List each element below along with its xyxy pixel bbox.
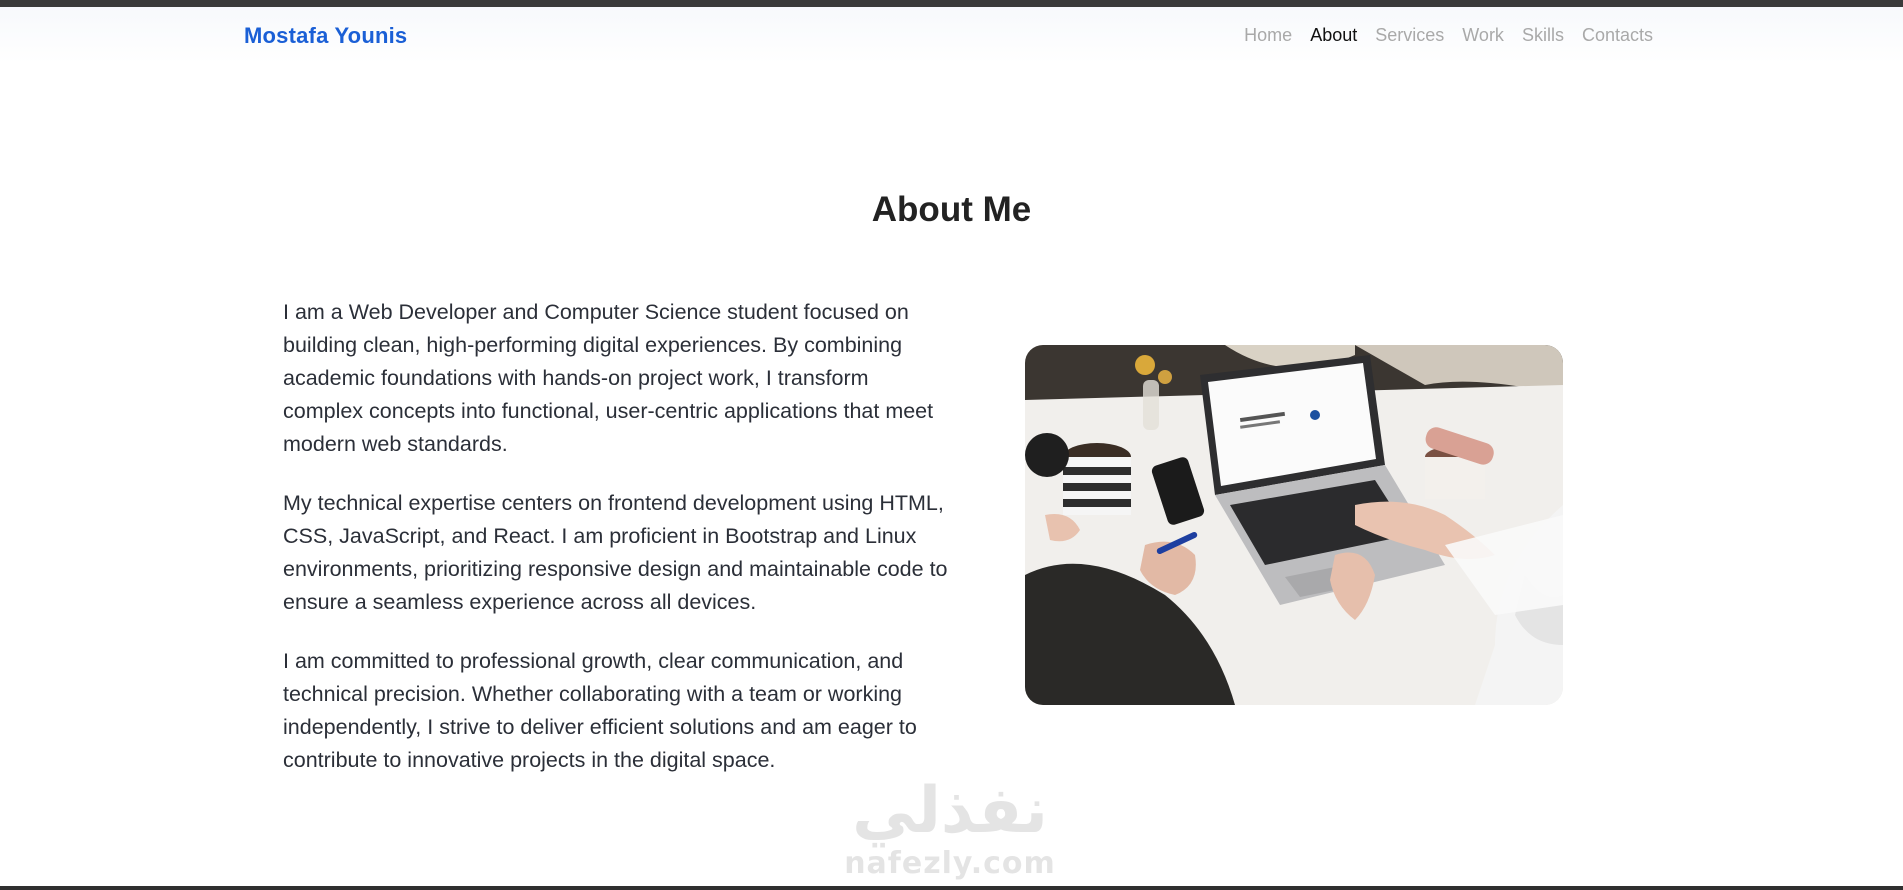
nav-item-contacts[interactable]: Contacts (1581, 25, 1653, 45)
watermark-latin-text: nafezly.com (844, 846, 1056, 881)
nav-menu (1244, 25, 1653, 46)
watermark-arabic-text: نفذلي (852, 774, 1048, 848)
about-text (283, 296, 953, 803)
nav-item-home[interactable]: Home (1244, 25, 1293, 45)
about-title: About Me (871, 190, 1032, 229)
navbar (0, 7, 1903, 63)
nav-item-about[interactable]: About (1310, 25, 1358, 45)
browser-top-strip (0, 0, 1903, 7)
laptop-workspace-photo (1025, 345, 1563, 705)
nav-item-services[interactable]: Services (1375, 25, 1445, 45)
brand-logo[interactable]: Mostafa Younis (244, 23, 408, 48)
about-paragraph-2: My technical expertise centers on frontend development using HTML, CSS, JavaScript, and React. I am proficient in Bootstrap and Linux environments, prioritizing responsive design and maintainable code to ensure a seamless experience across all devices. (283, 491, 948, 614)
about-paragraph-1: I am a Web Developer and Computer Science student focused on building clean, high-performing digital experiences. By combining academic foundations with hands-on project work, I transform complex concepts into functional, user-centric applications that meet modern web standards. (283, 300, 934, 456)
nav-item-work[interactable]: Work (1462, 25, 1504, 45)
nav-item-skills[interactable]: Skills (1521, 25, 1564, 45)
nafezly-watermark (830, 775, 1070, 887)
browser-bottom-strip (0, 886, 1903, 890)
about-paragraph-3: I am committed to professional growth, clear communication, and technical precision. Whether collaborating with a team or working independently, I strive to deliver efficient solutions and am eager to contribute to innovative projects in the digital space. (283, 649, 917, 772)
